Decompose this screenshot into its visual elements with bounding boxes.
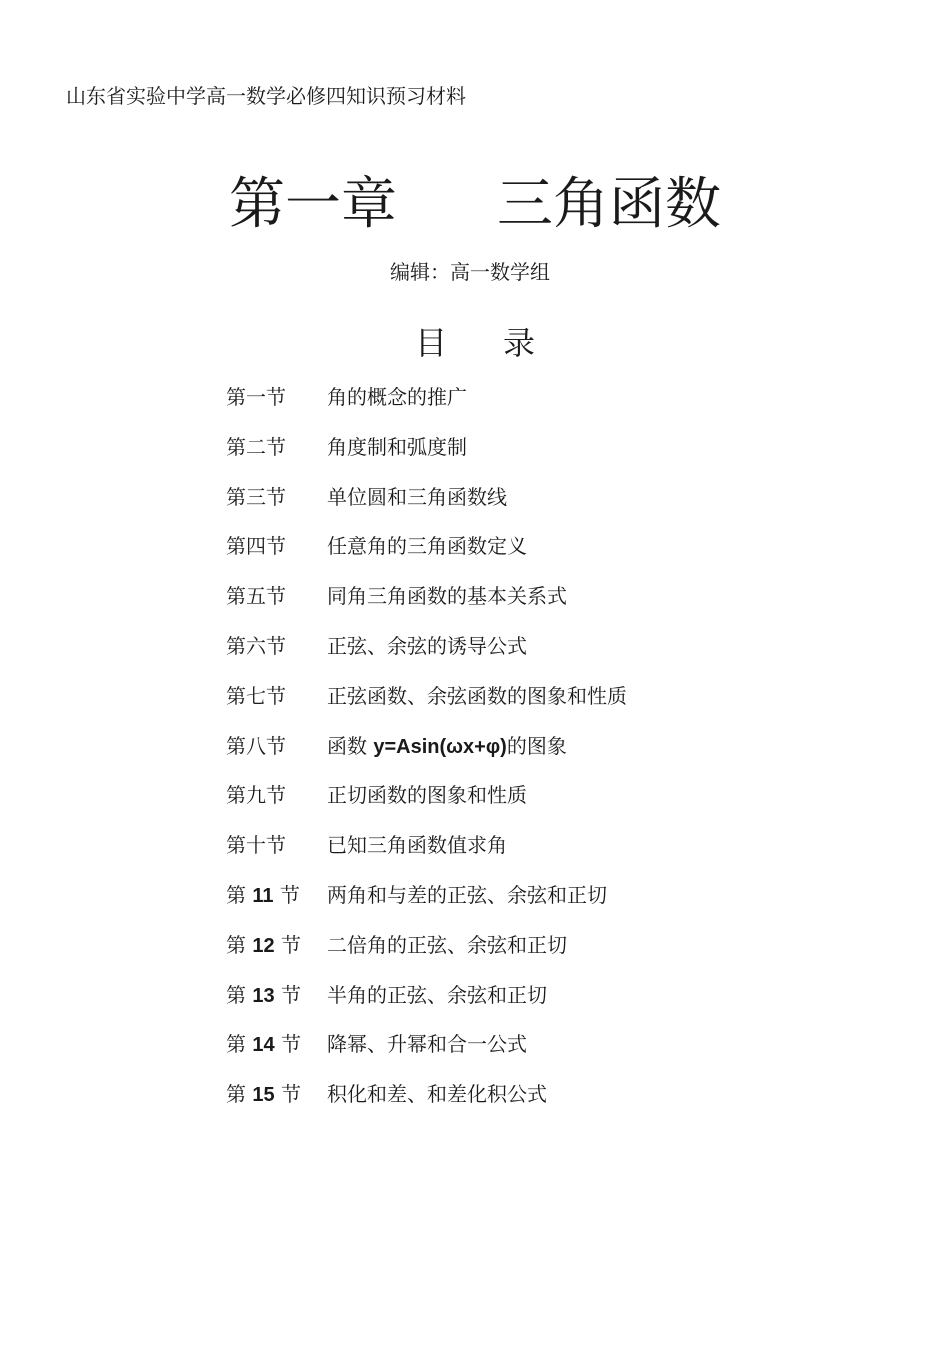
- toc-item-title: 正弦、余弦的诱导公式: [327, 633, 527, 658]
- toc-item-9: [226, 778, 627, 828]
- toc-item-1: [226, 380, 627, 430]
- toc-item-title: 二倍角的正弦、余弦和正切: [327, 932, 567, 957]
- toc-number-digits: 15: [252, 1084, 275, 1107]
- toc-number-suffix: 节: [274, 1032, 301, 1057]
- toc-number-prefix: 第: [226, 1082, 253, 1107]
- toc-number-suffix: 节: [274, 1082, 301, 1107]
- toc-item-8: [226, 729, 627, 779]
- toc-item-number: [226, 928, 327, 978]
- toc-item-6: [226, 629, 627, 679]
- toc-number-digits: 12: [252, 934, 275, 957]
- toc-number-prefix: 第: [226, 1032, 253, 1057]
- toc-item-title: 角度制和弧度制: [327, 434, 467, 459]
- toc-number-digits: 11: [252, 884, 274, 907]
- toc-item-title: 两角和与差的正弦、余弦和正切: [327, 882, 607, 907]
- toc-number-prefix: 第: [226, 932, 253, 957]
- toc-item-number: 第二节: [226, 434, 286, 459]
- toc-item-12: [226, 928, 627, 978]
- toc-item-number: [226, 878, 327, 928]
- toc-item-title: 同角三角函数的基本关系式: [327, 584, 567, 609]
- toc-item-number: 第五节: [226, 584, 286, 609]
- toc-item-title: 正弦函数、余弦函数的图象和性质: [327, 683, 627, 708]
- toc-item-3: [226, 480, 627, 530]
- toc-heading: [0, 318, 950, 364]
- toc-item-13: [226, 978, 627, 1028]
- toc-item-4: [226, 529, 627, 579]
- toc-item-title: 降幂、升幂和合一公式: [327, 1032, 527, 1057]
- toc-item-7: [226, 679, 627, 729]
- toc-number-digits: 13: [252, 984, 275, 1007]
- chapter-title: [0, 160, 950, 240]
- toc-item-number: 第一节: [226, 385, 286, 409]
- toc-item-number: [226, 1027, 327, 1077]
- toc-item-title: 角的概念的推广: [327, 385, 467, 409]
- chapter-name: 三角函数: [497, 172, 721, 237]
- toc-item-title: 正切函数的图象和性质: [327, 783, 527, 808]
- toc-item-11: [226, 878, 627, 928]
- formula: y=Asin(ωx+φ): [373, 735, 507, 758]
- toc-item-number: 第七节: [226, 683, 286, 708]
- toc-item-number: [226, 978, 327, 1028]
- toc-item-2: [226, 430, 627, 480]
- toc-number-suffix: 节: [274, 982, 301, 1007]
- toc-item-5: [226, 579, 627, 629]
- toc-item-number: [226, 1077, 327, 1127]
- toc-number-prefix: 第: [226, 982, 253, 1007]
- toc-item-number: 第十节: [226, 833, 286, 858]
- toc-number-prefix: 第: [226, 882, 253, 907]
- toc-item-title: 积化和差、和差化积公式: [327, 1082, 547, 1107]
- toc-item-title: 半角的正弦、余弦和正切: [327, 982, 547, 1007]
- toc-item-title: 单位圆和三角函数线: [327, 484, 507, 509]
- toc-item-number: 第九节: [226, 783, 286, 808]
- toc-item-number: 第八节: [226, 733, 286, 758]
- toc-item-title-suffix: 的图象: [506, 733, 567, 758]
- toc-number-digits: 14: [252, 1034, 275, 1057]
- toc-number-suffix: 节: [274, 932, 301, 957]
- toc-number-suffix: 节: [273, 882, 300, 907]
- toc-item-title: 已知三角函数值求角: [327, 833, 507, 858]
- toc-item-number: 第四节: [226, 534, 286, 559]
- toc-item-number: 第六节: [226, 633, 286, 658]
- toc-item-10: [226, 828, 627, 878]
- toc-item-14: [226, 1027, 627, 1077]
- editor-credit: 编辑：高一数学组: [390, 260, 550, 284]
- toc-item-title: 任意角的三角函数定义: [327, 534, 527, 559]
- toc-heading-char-1: 目: [414, 324, 447, 362]
- toc-item-title: [327, 729, 567, 779]
- toc-item-title-prefix: 函数: [327, 733, 374, 758]
- toc-heading-char-2: 录: [503, 324, 536, 362]
- document-header: 山东省实验中学高一数学必修四知识预习材料: [66, 84, 466, 108]
- table-of-contents: [226, 380, 627, 1127]
- toc-item-number: 第三节: [226, 484, 286, 509]
- chapter-number: 第一章: [229, 172, 397, 237]
- toc-item-15: [226, 1077, 627, 1127]
